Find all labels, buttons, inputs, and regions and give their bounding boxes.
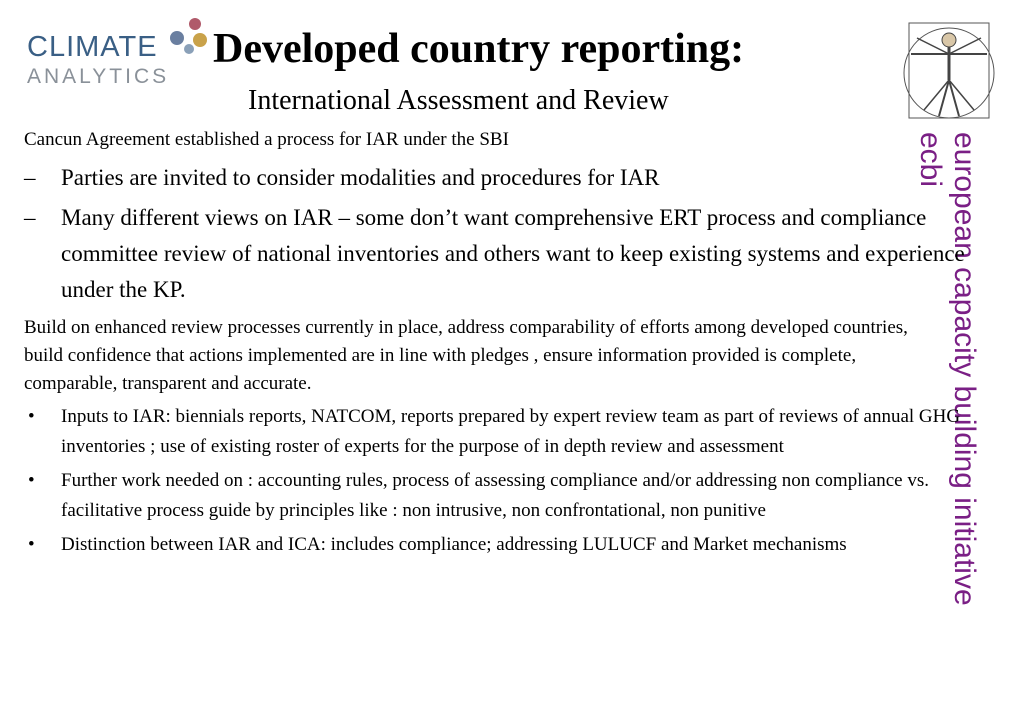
dash-item-text: Many different views on IAR – some don’t want comprehensive ERT process and compliance committee review of national inventories and others want to keep existing systems and experience under the KP.	[61, 205, 965, 302]
vitruvian-man-icon	[899, 18, 999, 123]
bullet-item-text: Distinction between IAR and ICA: includes compliance; addressing LULUCF and Market mechanisms	[61, 534, 847, 555]
enhanced-review-paragraph: Build on enhanced review processes currently in place, address comparability of efforts among developed countries, build confidence that actions implemented are in line with pledges , ensure information provided is complete, comparable, transparent and accurate.	[24, 317, 908, 394]
slide-subtitle: International Assessment and Review	[248, 85, 669, 116]
dash-item-text: Parties are invited to consider modalities and procedures for IAR	[61, 165, 660, 190]
slide-title: Developed country reporting:	[213, 26, 745, 72]
logo-line-analytics: ANALYTICS	[27, 65, 170, 88]
bullet-marker: •	[28, 470, 35, 491]
bullet-marker: •	[28, 406, 35, 427]
bullet-list-item	[24, 402, 984, 462]
slide-body	[24, 126, 984, 560]
bullet-item-text: Further work needed on : accounting rules, process of assessing compliance and/or addressing non compliance vs. facilitative process guide by principles like : non intrusive, non confrontational, non punitive	[61, 470, 929, 521]
bullet-list-item	[24, 466, 984, 526]
intro-paragraph: Cancun Agreement established a process for IAR under the SBI	[24, 129, 509, 150]
dash-marker: –	[24, 205, 36, 230]
dash-list-item	[24, 200, 976, 308]
side-label-line1: european capacity building initiative	[948, 132, 981, 606]
dash-marker: –	[24, 165, 36, 190]
side-label-line2: ecbi	[914, 132, 947, 188]
logo-line-climate: CLIMATE	[27, 31, 158, 63]
bullet-item-text: Inputs to IAR: biennials reports, NATCOM, reports prepared by expert review team as part of reviews of annual GHG inventories ; use of existing roster of experts for the purpose of in depth review and assessment	[61, 406, 961, 457]
logo-globes-icon	[167, 16, 212, 56]
bullet-list-item	[24, 530, 984, 560]
climate-analytics-logo	[27, 22, 207, 92]
dash-list-item	[24, 160, 984, 196]
bullet-marker: •	[28, 534, 35, 555]
